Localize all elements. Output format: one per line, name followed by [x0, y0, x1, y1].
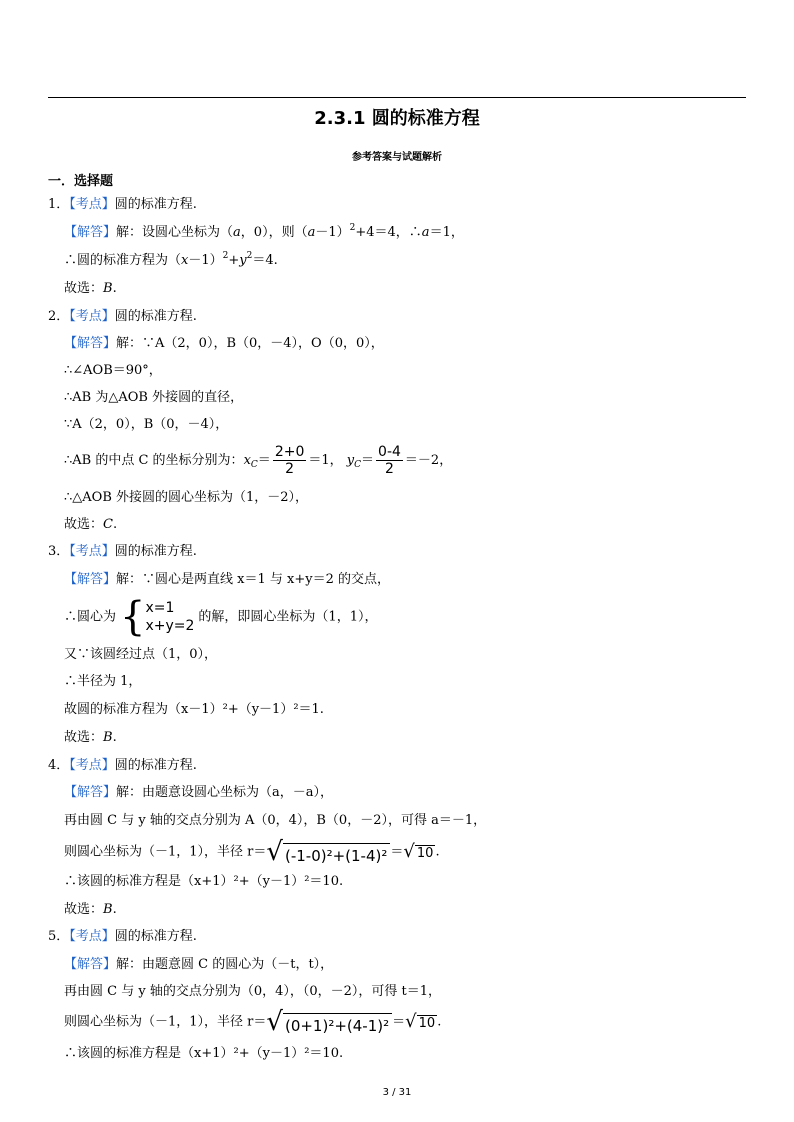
q4-answer-line-4: ∴该圆的标准方程是（x+1）²+（y－1）²＝10. [64, 874, 344, 889]
q3-topic-line: 3．【考点】圆的标准方程. [48, 544, 197, 559]
q3-answer-line-1: 【解答】解：∵圆心是两直线 x＝1 与 x+y＝2 的交点， [64, 572, 390, 587]
q5-answer-line-4: ∴该圆的标准方程是（x+1）²+（y－1）²＝10. [64, 1046, 344, 1061]
q2-topic-line: 2．【考点】圆的标准方程. [48, 309, 197, 324]
q4-answer-line-2: 再由圆 C 与 y 轴的交点分别为 A（0，4），B（0，－2），可得 a＝－1， [64, 813, 487, 828]
q4-answer-line-1: 【解答】解：由题意设圆心坐标为（a，－a）， [64, 785, 334, 800]
q5-answer-line-2: 再由圆 C 与 y 轴的交点分别为（0，4），（0，－2），可得 t＝1， [64, 984, 442, 999]
q1-answer-line-1: 【解答】解：设圆心坐标为（a，0），则$(a-1)^2+4=4$，∴a＝1， [64, 223, 464, 240]
radical-expression: √ (-1-0)²+(1-4)² [266, 838, 390, 866]
q4-topic-line: 4．【考点】圆的标准方程. [48, 758, 197, 773]
q5-answer-line-3: 则圆心坐标为（－1，1），半径 r＝ √ (0+1)²+(4-1)² ＝ √ 10 . [64, 1007, 442, 1037]
q2-answer-line-2: ∴∠AOB＝90°， [64, 363, 162, 378]
q3-answer-line-2: ∴圆心为 { x=1 x+y=2 的解，即圆心坐标为（1，1）， [64, 594, 378, 640]
q2-answer-line-5: ∴AB 的中点 C 的坐标分别为：$x_C=$ $\frac{2+0}{2}$ ＝1， $y_C=$ $\frac{0-4}{2}$ ＝－2， [64, 444, 453, 477]
section-heading: 一．选择题 [48, 174, 114, 189]
radical-expression: √ (0+1)²+(4-1)² [266, 1008, 392, 1036]
q1-choice: 故选：B. [64, 281, 117, 296]
q1-answer-line-2: ∴圆的标准方程为$(x-1)^2+y^2=4$. [64, 251, 278, 268]
q5-topic-line: 5．【考点】圆的标准方程. [48, 929, 197, 944]
q1-topic-line: 1．【考点】圆的标准方程. [48, 197, 197, 212]
fraction-xc: $\frac{2+0}{2}$ [274, 444, 305, 477]
q2-answer-line-3: ∴AB 为△AOB 外接圆的直径， [64, 390, 244, 405]
radical-ten: √ 10 [403, 841, 434, 862]
q4-answer-line-3: 则圆心坐标为（－1，1），半径 r＝ √ (-1-0)²+(1-4)² ＝ √ 10 . [64, 837, 440, 867]
radical-ten: √ 10 [405, 1011, 436, 1032]
q2-choice: 故选：C. [64, 517, 118, 532]
q3-answer-line-3: 又∵该圆经过点（1，0）， [64, 647, 218, 662]
page-title: 2.3.1 圆的标准方程 [314, 108, 480, 129]
header-rule [48, 97, 746, 98]
q5-answer-line-1: 【解答】解：由题意圆 C 的圆心为（－t，t）， [64, 957, 334, 972]
q4-choice: 故选：B. [64, 902, 117, 917]
page-number: 3 / 31 [382, 1087, 412, 1098]
q3-choice: 故选：B. [64, 730, 117, 745]
fraction-yc: $\frac{0-4}{2}$ [378, 444, 401, 477]
q2-answer-line-4: ∵A（2，0），B（0，－4）， [64, 417, 229, 432]
q2-answer-line-6: ∴△AOB 外接圆的圆心坐标为（1，－2）， [64, 490, 309, 505]
q3-answer-line-5: 故圆的标准方程为（x－1）²+（y－1）²＝1. [64, 702, 324, 717]
equation-system: { x=1 x+y=2 [120, 594, 195, 640]
q3-answer-line-4: ∴半径为 1， [64, 674, 142, 689]
q2-answer-line-1: 【解答】解：∵A（2，0），B（0，－4），O（0，0）， [64, 336, 384, 351]
page-subtitle: 参考答案与试题解析 [352, 152, 442, 163]
